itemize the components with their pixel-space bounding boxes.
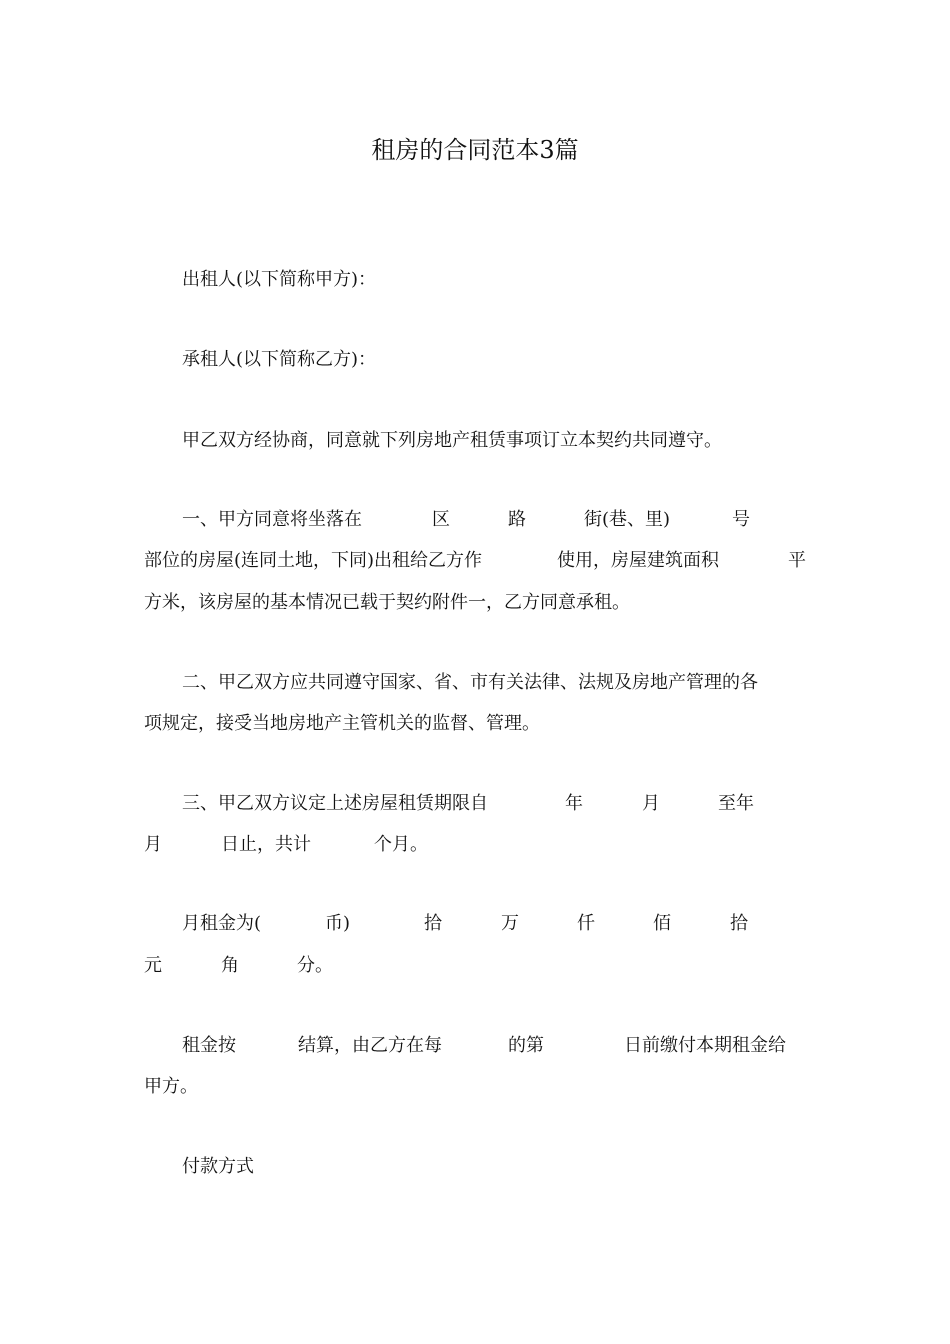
clause-1-text: 一、甲方同意将坐落在 bbox=[182, 509, 362, 530]
clause-3-text: 个月。 bbox=[374, 834, 428, 855]
clause-2-text: 项规定，接受当地房地产主管机关的监督、管理。 bbox=[144, 713, 540, 734]
clause-1-district: 区 bbox=[432, 509, 450, 530]
payment-text: 租金按 bbox=[182, 1035, 236, 1056]
payment-text: 甲方。 bbox=[144, 1076, 198, 1097]
rent-unit: 拾 bbox=[424, 913, 442, 934]
clause-1-text: 平 bbox=[788, 550, 806, 571]
rent-unit: 角 bbox=[221, 955, 239, 976]
document-title: 租房的合同范本3篇 bbox=[371, 136, 579, 164]
clause-2-text: 二、甲乙双方应共同遵守国家、省、市有关法律、法规及房地产管理的各 bbox=[182, 672, 758, 693]
rent-unit: 万 bbox=[501, 913, 519, 934]
clause-1-text: 方米，该房屋的基本情况已载于契约附件一，乙方同意承租。 bbox=[144, 592, 630, 613]
payment-text: 的第 bbox=[508, 1035, 544, 1056]
rent-unit: 元 bbox=[144, 955, 162, 976]
rent-unit: 仟 bbox=[577, 913, 595, 934]
rent-unit: 佰 bbox=[653, 913, 671, 934]
payment-text: 结算，由乙方在每 bbox=[298, 1035, 442, 1056]
clause-3-text: 日止，共计 bbox=[221, 834, 311, 855]
clause-3-month: 月 bbox=[642, 793, 660, 814]
clause-3-to-year: 至年 bbox=[718, 793, 754, 814]
rent-currency: 币) bbox=[325, 913, 351, 934]
clause-1-street: 街(巷、里) bbox=[584, 509, 671, 530]
clause-3-month: 月 bbox=[144, 834, 162, 855]
clause-3-year: 年 bbox=[565, 793, 583, 814]
intro-paragraph: 甲乙双方经协商，同意就下列房地产租赁事项订立本契约共同遵守。 bbox=[182, 430, 722, 451]
clause-3-text: 三、甲乙双方议定上述房屋租赁期限自 bbox=[182, 793, 488, 814]
clause-1-number: 号 bbox=[732, 509, 750, 530]
lessee-line: 承租人(以下简称乙方)： bbox=[182, 349, 377, 370]
rent-unit: 拾 bbox=[730, 913, 748, 934]
clause-1-road: 路 bbox=[508, 509, 526, 530]
clause-1-text: 使用，房屋建筑面积 bbox=[557, 550, 719, 571]
payment-method-heading: 付款方式 bbox=[182, 1156, 254, 1177]
rent-unit: 分。 bbox=[297, 955, 333, 976]
lessor-line: 出租人(以下简称甲方)： bbox=[182, 269, 377, 290]
payment-text: 日前缴付本期租金给 bbox=[624, 1035, 786, 1056]
clause-1-text: 部位的房屋(连同土地，下同)出租给乙方作 bbox=[144, 550, 483, 571]
rent-text: 月租金为( bbox=[182, 913, 262, 934]
